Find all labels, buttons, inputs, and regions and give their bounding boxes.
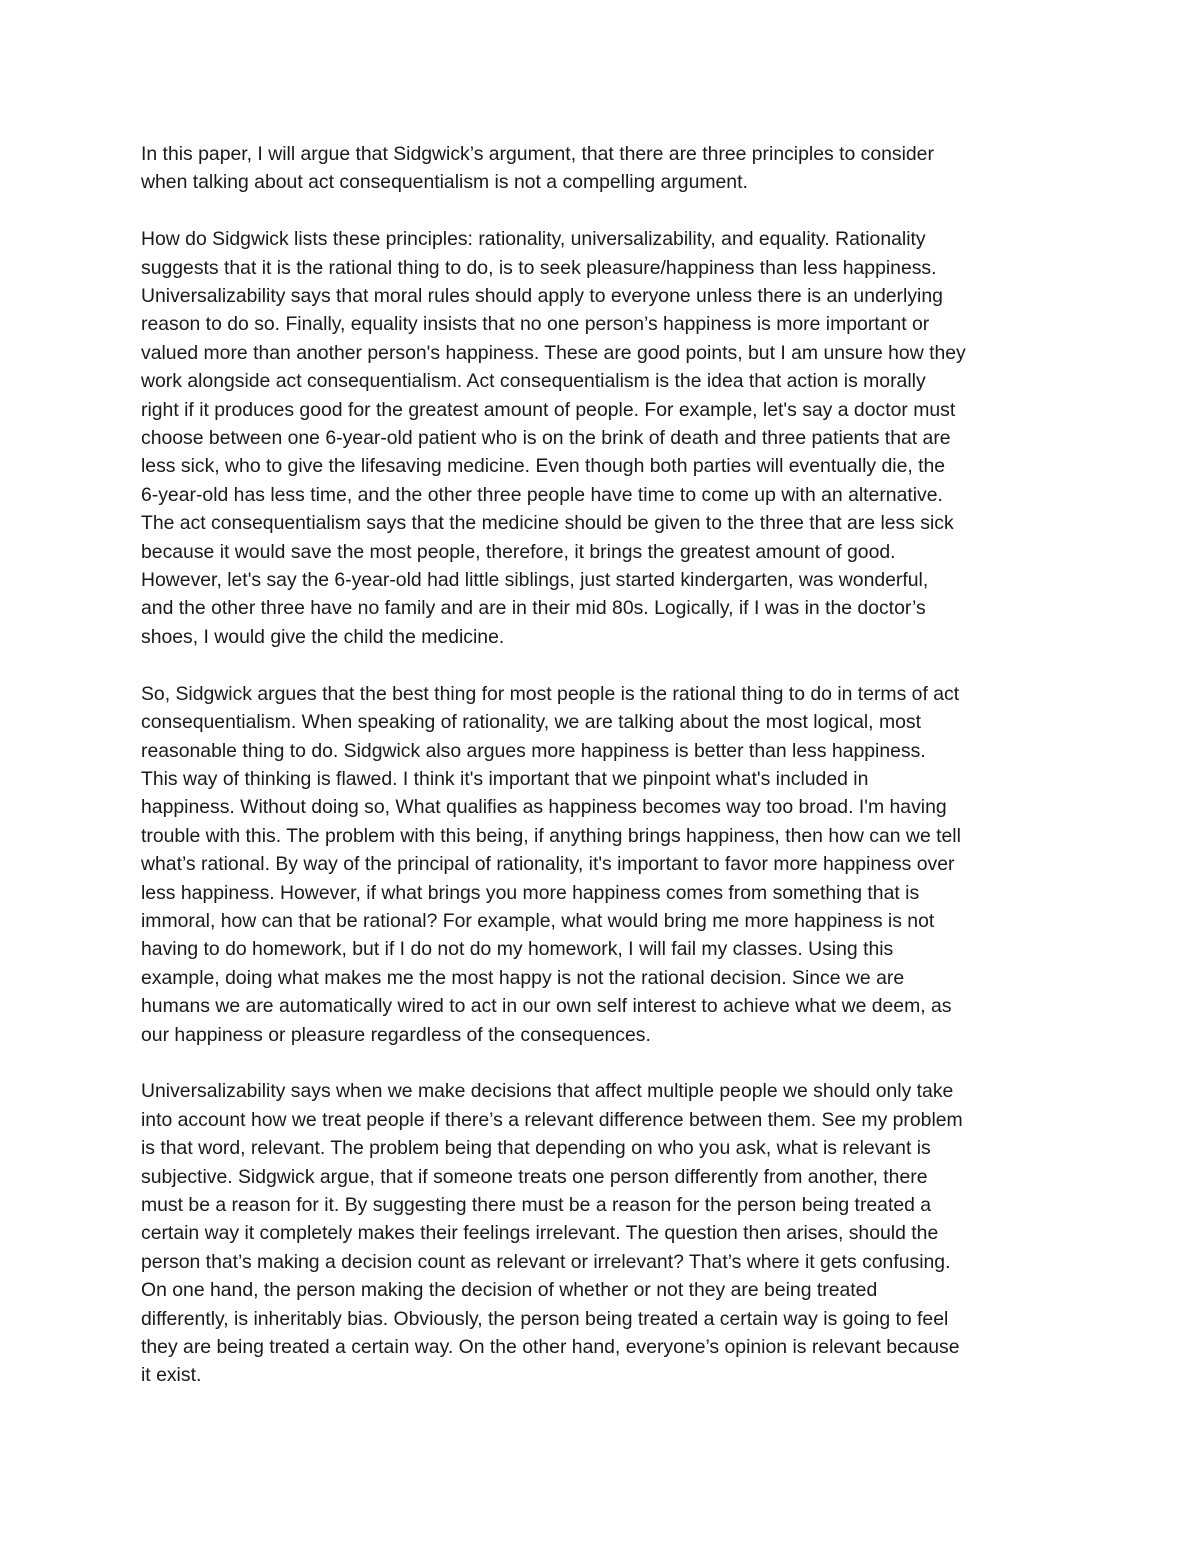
- text-line: This way of thinking is flawed. I think it's important that we pinpoint what's included in: [141, 767, 869, 790]
- text-line: because it would save the most people, therefore, it brings the greatest amount of good.: [141, 540, 896, 563]
- text-line: valued more than another person's happiness. These are good points, but I am unsure how they: [141, 341, 966, 364]
- paragraph: [141, 225, 1071, 651]
- text-line: into account how we treat people if there’s a relevant difference between them. See my problem: [141, 1108, 963, 1131]
- text-line: it exist.: [141, 1364, 202, 1387]
- paragraph: [141, 680, 1071, 1049]
- text-line: choose between one 6-year-old patient who is on the brink of death and three patients that are: [141, 427, 951, 450]
- text-line: How do Sidgwick lists these principles: rationality, universalizability, and equality. Rationality: [141, 228, 926, 251]
- text-line: humans we are automatically wired to act in our own self interest to achieve what we deem, as: [141, 995, 952, 1018]
- text-line: suggests that it is the rational thing to do, is to seek pleasure/happiness than less happiness.: [141, 256, 937, 279]
- text-line: reasonable thing to do. Sidgwick also argues more happiness is better than less happiness.: [141, 739, 926, 762]
- text-line: trouble with this. The problem with this being, if anything brings happiness, then how can we tell: [141, 824, 961, 847]
- text-line: On one hand, the person making the decision of whether or not they are being treated: [141, 1279, 878, 1302]
- text-line: differently, is inheritably bias. Obviously, the person being treated a certain way is going to feel: [141, 1307, 949, 1330]
- text-line: So, Sidgwick argues that the best thing for most people is the rational thing to do in terms of act: [141, 682, 960, 705]
- text-line: less happiness. However, if what brings you more happiness comes from something that is: [141, 881, 920, 904]
- text-line: 6-year-old has less time, and the other three people have time to come up with an alternative.: [141, 483, 943, 506]
- text-line: is that word, relevant. The problem being that depending on who you ask, what is relevant is: [141, 1137, 931, 1160]
- paragraph: [141, 1077, 1071, 1389]
- text-line: less sick, who to give the lifesaving medicine. Even though both parties will eventually die, the: [141, 455, 946, 478]
- text-line: our happiness or pleasure regardless of the consequences.: [141, 1023, 651, 1046]
- text-line: However, let's say the 6-year-old had little siblings, just started kindergarten, was wonderful,: [141, 569, 929, 592]
- text-line: reason to do so. Finally, equality insists that no one person’s happiness is more important or: [141, 313, 930, 336]
- text-line: Universalizability says that moral rules should apply to everyone unless there is an underlying: [141, 285, 943, 308]
- text-line: they are being treated a certain way. On the other hand, everyone’s opinion is relevant because: [141, 1336, 960, 1359]
- text-line: right if it produces good for the greatest amount of people. For example, let's say a doctor must: [141, 398, 956, 421]
- text-line: In this paper, I will argue that Sidgwick’s argument, that there are three principles to consider: [141, 143, 934, 165]
- text-line: The act consequentialism says that the medicine should be given to the three that are less sick: [141, 512, 954, 535]
- text-line: what’s rational. By way of the principal of rationality, it's important to favor more happiness over: [141, 853, 955, 876]
- text-line: Universalizability says when we make decisions that affect multiple people we should only take: [141, 1080, 954, 1103]
- text-line: must be a reason for it. By suggesting there must be a reason for the person being treated a: [141, 1193, 932, 1216]
- text-line: work alongside act consequentialism. Act consequentialism is the idea that action is morally: [141, 370, 926, 393]
- text-line: having to do homework, but if I do not do my homework, I will fail my classes. Using this: [141, 938, 894, 961]
- text-line: person that’s making a decision count as relevant or irrelevant? That’s where it gets confusing.: [141, 1250, 951, 1273]
- text-line: and the other three have no family and are in their mid 80s. Logically, if I was in the doctor’s: [141, 597, 926, 620]
- paragraph: [141, 140, 1071, 197]
- text-line: subjective. Sidgwick argue, that if someone treats one person differently from another, there: [141, 1165, 928, 1188]
- text-line: immoral, how can that be rational? For example, what would bring me more happiness is not: [141, 909, 935, 932]
- document-body: [141, 140, 1071, 1390]
- text-line: shoes, I would give the child the medicine.: [141, 625, 505, 648]
- text-line: example, doing what makes me the most happy is not the rational decision. Since we are: [141, 966, 905, 989]
- text-line: consequentialism. When speaking of rationality, we are talking about the most logical, most: [141, 711, 921, 734]
- text-line: when talking about act consequentialism is not a compelling argument.: [141, 171, 748, 194]
- text-line: happiness. Without doing so, What qualifies as happiness becomes way too broad. I'm having: [141, 796, 947, 819]
- text-line: certain way it completely makes their feelings irrelevant. The question then arises, should the: [141, 1222, 939, 1245]
